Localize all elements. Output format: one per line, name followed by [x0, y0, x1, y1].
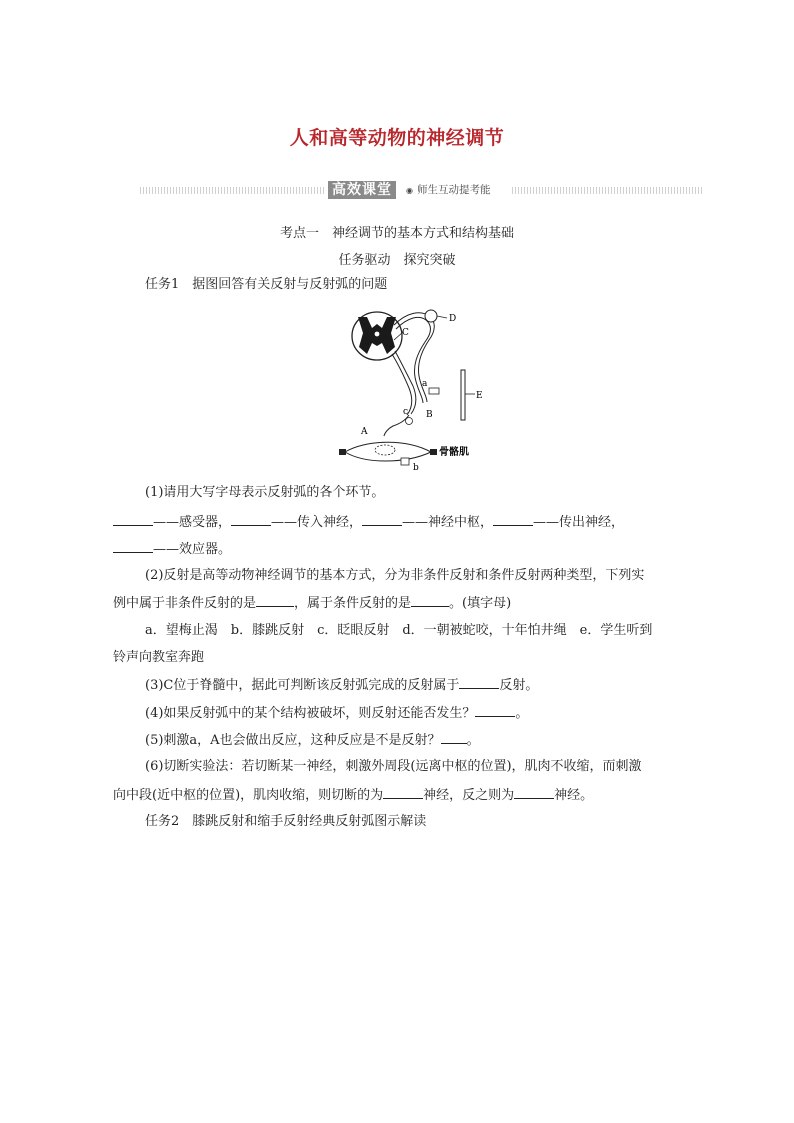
leader-D	[437, 316, 447, 318]
task2-label: 任务2 膝跳反射和缩手反射经典反射弧图示解读	[145, 814, 427, 829]
task1-label: 任务1 据图回答有关反射与反射弧的问题	[145, 277, 388, 292]
muscle-label: 骨骼肌	[439, 447, 469, 458]
q1-effector-text: ——效应器。	[153, 542, 232, 557]
q6-line2	[113, 786, 593, 805]
stimulus-point-b	[401, 458, 409, 465]
blank-q5[interactable]	[441, 731, 467, 744]
q4-text-2: 。	[515, 706, 529, 721]
q2-text-2: ，属于条件反射的是	[294, 596, 412, 611]
label-C: C	[402, 328, 409, 338]
label-b: b	[413, 463, 419, 473]
q6-line1: (6)切断实验法：若切断某一神经，刺激外周段(远离中枢的位置)，肌肉不收缩，而刺激	[145, 759, 642, 774]
q5-text-2: 。	[466, 733, 480, 748]
label-c: c	[403, 407, 409, 417]
synapse-c	[406, 418, 413, 425]
page-title: 人和高等动物的神经调节	[289, 127, 505, 149]
label-B: B	[426, 410, 433, 420]
stimulus-point-a	[429, 388, 439, 394]
blank-afferent[interactable]	[231, 513, 271, 526]
blank-unconditioned[interactable]	[256, 594, 294, 607]
blank-center[interactable]	[362, 513, 402, 526]
q2-line2	[113, 594, 511, 613]
bullet-icon: ◉	[406, 186, 413, 195]
electrode-E	[461, 370, 465, 420]
q5-line	[145, 731, 480, 750]
ganglion-D	[425, 310, 437, 322]
q1-answer-row	[113, 513, 624, 532]
q4-line	[145, 704, 528, 723]
q6-text-2: 神经，反之则为	[423, 788, 515, 803]
blank-conditioned[interactable]	[411, 594, 449, 607]
section-banner	[140, 182, 702, 198]
blank-receptor[interactable]	[113, 513, 153, 526]
q2-options-2: 铃声向教室奔跑	[113, 650, 205, 665]
section-heading: 考点一 神经调节的基本方式和结构基础	[279, 226, 514, 241]
q3-text-1: (3)C位于脊髓中，据此可判断该反射弧完成的反射属于	[145, 678, 460, 693]
blank-q4[interactable]	[475, 704, 515, 717]
blank-q6-2[interactable]	[514, 786, 554, 799]
label-E: E	[476, 391, 483, 401]
banner-badge: 高效课堂	[328, 181, 396, 199]
tendon-left	[339, 449, 346, 455]
reflex-arc-figure	[335, 302, 495, 474]
blank-efferent[interactable]	[493, 513, 533, 526]
q1-answer-row-2	[113, 540, 231, 559]
q2-line1: (2)反射是高等动物神经调节的基本方式，分为非条件反射和条件反射两种类型，下列实	[145, 568, 645, 583]
label-D: D	[449, 314, 457, 324]
q3-text-2: 反射。	[499, 678, 539, 693]
blank-effector[interactable]	[113, 540, 153, 553]
label-a: a	[422, 379, 428, 389]
blank-reflex-type[interactable]	[459, 676, 499, 689]
q2-text-3: 。(填字母)	[449, 596, 512, 611]
q1-efferent-text: ——传出神经，	[533, 515, 625, 530]
q2-text-1: 例中属于非条件反射的是	[113, 596, 257, 611]
banner-subtitle	[406, 182, 490, 199]
tendon-right	[430, 449, 437, 455]
q3-line	[145, 676, 538, 695]
label-A: A	[361, 427, 368, 437]
q2-options: a．望梅止渴 b．膝跳反射 c．眨眼反射 d．一朝被蛇咬，十年怕井绳 e．学生听到	[145, 623, 653, 638]
q1-prompt: (1)请用大写字母表示反射弧的各个环节。	[145, 485, 385, 500]
q1-center-text: ——神经中枢，	[402, 515, 494, 530]
spinal-cord-section	[352, 312, 402, 360]
banner-hatch-left	[140, 187, 326, 194]
q5-text-1: (5)刺激a，A也会做出反应，这种反应是不是反射？	[145, 733, 441, 748]
banner-subtitle-text: 师生互动提考能	[416, 184, 491, 196]
section-subheading: 任务驱动 探究突破	[338, 253, 456, 268]
q4-text-1: (4)如果反射弧中的某个结构被破坏，则反射还能否发生？	[145, 706, 476, 721]
q6-text-3: 神经。	[554, 788, 594, 803]
blank-q6-1[interactable]	[383, 786, 423, 799]
q1-afferent-text: ——传入神经，	[271, 515, 363, 530]
q1-receptor-text: ——感受器，	[153, 515, 232, 530]
banner-hatch-right	[512, 187, 702, 194]
q6-text-1: 向中段(近中枢的位置)，肌肉收缩，则切断的为	[113, 788, 384, 803]
